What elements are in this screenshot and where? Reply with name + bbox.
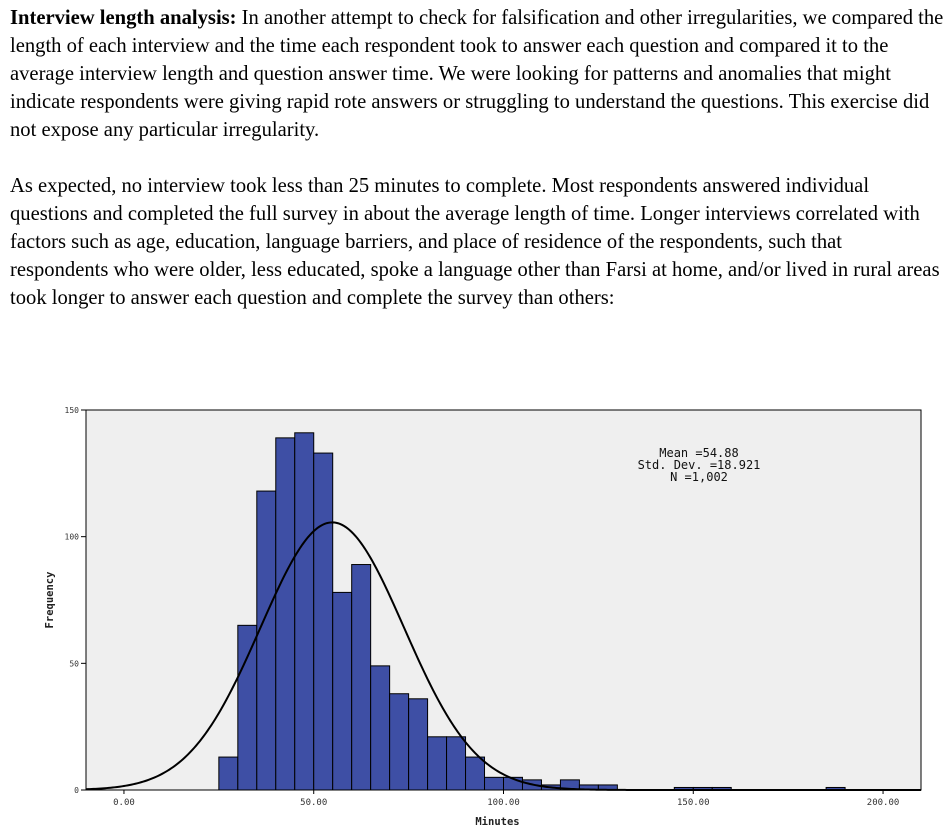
x-tick-label: 100.00 bbox=[487, 798, 520, 808]
x-tick-label: 150.00 bbox=[677, 798, 710, 808]
histogram-bar bbox=[352, 565, 371, 790]
histogram-bar bbox=[447, 737, 466, 790]
stats-line: N =1,002 bbox=[670, 470, 728, 484]
stats-line: Std. Dev. =18.921 bbox=[637, 458, 761, 472]
histogram-bar bbox=[257, 491, 276, 790]
paragraph-1 bbox=[10, 4, 945, 144]
histogram-bar bbox=[333, 592, 352, 790]
histogram-bar bbox=[371, 666, 390, 790]
histogram-chart bbox=[0, 400, 952, 837]
y-tick-label: 100 bbox=[64, 532, 79, 542]
y-tick-label: 150 bbox=[64, 406, 79, 415]
paragraph-2: As expected, no interview took less than 25 minutes to complete. Most respondents answered individual questions and completed the full survey in about the average length of time. Longer interviews correlated with factors such as age, education, language barriers, and place of residence of the respondents, such that respondents who were older, less educated, spoke a language other than Farsi at home, and/or lived in rural areas took longer to answer each question and complete the survey than others: bbox=[10, 175, 940, 309]
histogram-bar bbox=[428, 737, 447, 790]
plot-area bbox=[86, 410, 921, 790]
histogram-bar bbox=[314, 453, 333, 790]
stats-line: Mean =54.88 bbox=[659, 446, 739, 460]
y-tick-label: 50 bbox=[69, 659, 79, 669]
histogram-bar bbox=[390, 694, 409, 790]
x-tick-label: 0.00 bbox=[113, 798, 135, 808]
x-tick-label: 200.00 bbox=[866, 798, 900, 808]
y-tick-label: 0 bbox=[74, 786, 79, 795]
histogram-bar bbox=[219, 757, 238, 790]
document-text bbox=[10, 4, 945, 312]
x-tick-label: 50.00 bbox=[300, 798, 328, 808]
histogram-bar bbox=[238, 625, 257, 790]
histogram-bar bbox=[409, 699, 428, 790]
x-axis bbox=[113, 790, 899, 808]
paragraph-1-body: In another attempt to check for falsification and other irregularities, we compared the length of each interview and the time each respondent took to answer each question and compared it to the average interview length and question answer time. We were looking for patterns and anomalies that might indicate respondents were giving rapid rote answers or struggling to understand the questions. This exercise did not expose any particular irregularity. bbox=[10, 7, 944, 141]
histogram-bar bbox=[466, 757, 485, 790]
y-axis bbox=[65, 406, 86, 795]
x-axis-title: Minutes bbox=[475, 816, 520, 828]
histogram-bar bbox=[295, 433, 314, 790]
histogram-bar bbox=[485, 777, 504, 790]
y-axis-title: Frequency bbox=[44, 571, 56, 629]
paragraph-1-heading: Interview length analysis: bbox=[10, 7, 237, 29]
histogram-bar bbox=[276, 438, 295, 790]
